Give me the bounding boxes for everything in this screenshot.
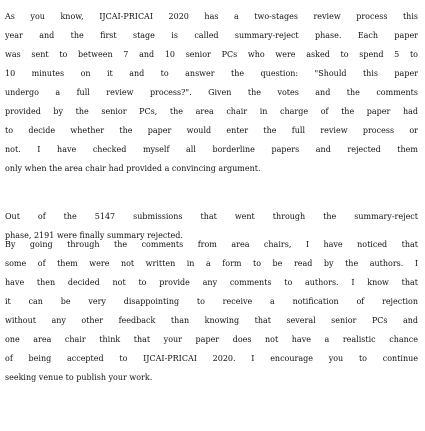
text-line: phase, 2191 were finally summary rejected. bbox=[5, 231, 183, 240]
text-line: one area chair think that your paper does not have a realistic chance bbox=[5, 335, 418, 344]
text-line: 10 minutes on it and to answer the question: "Should this paper bbox=[5, 69, 418, 78]
text-line: have then decided not to provide any comments to authors. I know that bbox=[5, 278, 418, 287]
text-line: without any other feedback than knowing that several senior PCs and bbox=[5, 316, 418, 325]
text-line: seeking venue to publish your work. bbox=[5, 373, 153, 382]
text-line: it can be very disappointing to receive a notification of rejection bbox=[5, 297, 418, 306]
text-line: some of them were not written in a form to be read by the authors. I bbox=[5, 259, 418, 268]
paragraph-comments-policy bbox=[5, 235, 418, 387]
text-line: As you know, IJCAI-PRICAI 2020 has a two-stages review process this bbox=[5, 12, 418, 21]
text-line: Out of the 5147 submissions that went through the summary-reject bbox=[5, 212, 418, 221]
text-line: of being accepted to IJCAI-PRICAI 2020. I encourage you to continue bbox=[5, 354, 418, 363]
text-line: By going through the comments from area chairs, I have noticed that bbox=[5, 240, 418, 249]
text-line: not. I have checked myself all borderline papers and rejected them bbox=[5, 145, 418, 154]
text-line: year and the first stage is called summary-reject phase. Each paper bbox=[5, 31, 418, 40]
text-line: provided by the senior PCs, the area chair in charge of the paper had bbox=[5, 107, 418, 116]
paragraph-review-process bbox=[5, 7, 418, 178]
text-line: undergo a full review process?". Given the votes and the comments bbox=[5, 88, 418, 97]
text-line: only when the area chair had provided a convincing argument. bbox=[5, 164, 261, 173]
text-line: was sent to between 7 and 10 senior PCs who were asked to spend 5 to bbox=[5, 50, 418, 59]
text-line: to decide whether the paper would enter the full review process or bbox=[5, 126, 418, 135]
